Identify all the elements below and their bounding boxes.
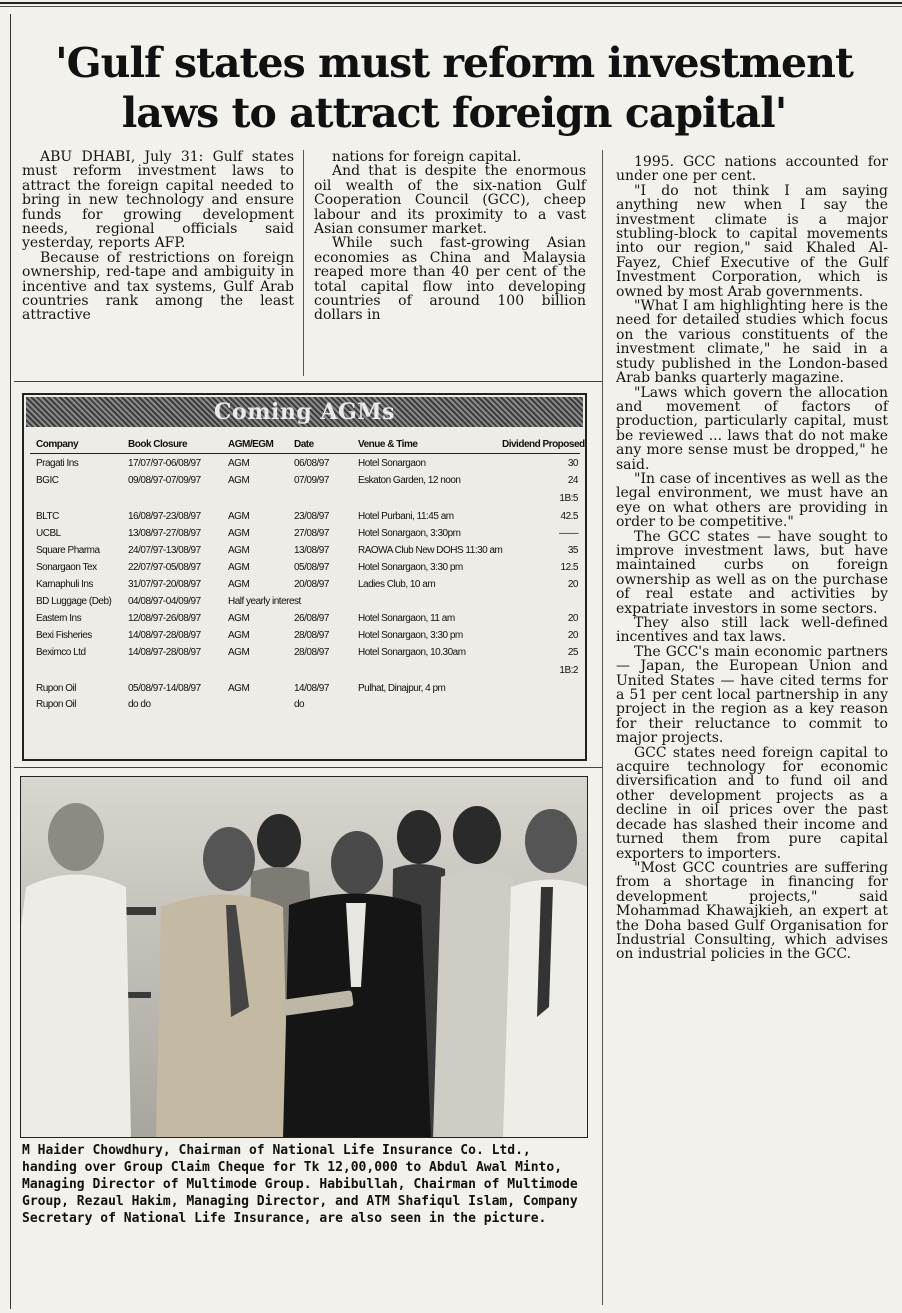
agm-cell-date: 28/08/97: [294, 647, 329, 658]
agm-cell-book: 09/08/97-07/09/97: [128, 475, 201, 486]
agm-table-box: [22, 393, 587, 761]
agm-cell-company: Rupon Oil: [36, 683, 76, 694]
agm-cell-type: AGM: [228, 511, 250, 522]
agm-cell-date: 07/09/97: [294, 475, 329, 486]
agm-cell-venue: Hotel Purbani, 11:45 am: [358, 511, 454, 522]
paragraph: ABU DHABI, July 31: Gulf states must reform investment laws to attract the foreign capital needed to bring in new technology and ensure funds for growing development needs, regional officials said yesterday, reports AFP.: [22, 149, 294, 252]
agm-cell-date: 05/08/97: [294, 562, 329, 573]
agm-cell-book: 24/07/97-13/08/97: [128, 545, 201, 556]
agm-cell-dividend: 24: [567, 475, 578, 486]
agm-cell-dividend: 20: [567, 613, 578, 624]
agm-cell-dividend: 1B:5: [559, 493, 578, 504]
agm-cell-book: 16/08/97-23/08/97: [128, 511, 201, 522]
paragraph: The GCC's main economic partners — Japan, the European Union and United States — have cited terms for a 51 per cent local partnership in any project in the region as a key reason for their reluctance to commit to major projects.: [616, 643, 888, 747]
paragraph: The GCC states — have sought to improve investment laws, but have maintained curbs on foreign ownership as well as on the purchase of real estate and activities by expatriate investors in some sectors.: [616, 528, 888, 617]
agm-cell-type: AGM: [228, 630, 250, 641]
agm-cell-company: UCBL: [36, 528, 61, 539]
agm-header-date: Date: [294, 439, 314, 450]
agm-cell-date: 26/08/97: [294, 613, 329, 624]
paragraph: "What I am highlighting here is the need for detailed studies which focus on the various constituents of the investment climate," he said in a study published in the London-based Arab banks quarterly magazine.: [616, 298, 888, 387]
paragraph: And that is despite the enormous oil wealth of the six-nation Gulf Cooperation Council (GCC), cheep labour and its proximity to a vast Asian consumer market.: [314, 163, 586, 238]
agm-cell-company: BD Luggage (Deb): [36, 596, 112, 607]
section-rule: [14, 381, 602, 382]
photo-illustration: [21, 777, 588, 1138]
article-column-1: [22, 150, 294, 323]
section-rule: [14, 767, 602, 768]
agm-cell-dividend: 35: [567, 545, 578, 556]
agm-cell-company: Rupon Oil: [36, 699, 76, 710]
agm-cell-venue: Hotel Sonargaon, 3:30 pm: [358, 562, 463, 573]
agm-cell-venue: Hotel Sonargaon, 3:30pm: [358, 528, 461, 539]
agm-cell-type: AGM: [228, 579, 250, 590]
agm-cell-company: BGIC: [36, 475, 59, 486]
agm-cell-company: Bexi Fisheries: [36, 630, 92, 641]
article-column-3: [616, 155, 888, 962]
paragraph: 1995. GCC nations accounted for under one per cent.: [616, 154, 888, 185]
paragraph: While such fast-growing Asian economies as China and Malaysia reaped more than 40 per cent of the total capital flow into developing countries of around 100 billion dollars in: [314, 235, 586, 324]
agm-header-company: Company: [36, 439, 79, 450]
agm-cell-venue: RAOWA Club New DOHS 11:30 am: [358, 545, 503, 556]
agm-cell-type: AGM: [228, 475, 250, 486]
agm-header-dividend: Dividend Proposed: [502, 439, 585, 450]
agm-cell-type: AGM: [228, 562, 250, 573]
agm-cell-type: AGM: [228, 683, 250, 694]
paragraph: "I do not think I am saying anything new when I say the investment climate is a major stubling-block to capital movements into our region," said Khaled Al-Fayez, Chief Executive of the Gulf Investment Corporation, which is owned by most Arab governments.: [616, 182, 888, 300]
agm-cell-company: Eastern Ins: [36, 613, 82, 624]
agm-cell-date: 23/08/97: [294, 511, 329, 522]
agm-header-rule: [30, 453, 580, 454]
agm-cell-book: 12/08/97-26/08/97: [128, 613, 201, 624]
column-divider: [602, 150, 603, 1305]
agm-cell-book: 04/08/97-04/09/97: [128, 596, 201, 607]
agm-cell-date: 20/08/97: [294, 579, 329, 590]
paragraph: "Most GCC countries are suffering from a shortage in financing for development projects," said Mohammad Khawajkieh, an expert at the Doha based Gulf Organisation for Industrial Consulting, which advises on industrial policies in the GCC.: [616, 859, 888, 963]
agm-cell-company: Karnaphuli Ins: [36, 579, 93, 590]
agm-cell-date: 13/08/97: [294, 545, 329, 556]
agm-cell-company: BLTC: [36, 511, 59, 522]
agm-cell-date: 28/08/97: [294, 630, 329, 641]
agm-cell-type: AGM: [228, 647, 250, 658]
agm-cell-date: 14/08/97: [294, 683, 329, 694]
agm-cell-date: 27/08/97: [294, 528, 329, 539]
agm-header-venue: Venue & Time: [358, 439, 418, 450]
agm-cell-company: Beximco Ltd: [36, 647, 86, 658]
photo-caption: M Haider Chowdhury, Chairman of National Life Insurance Co. Ltd., handing over Group Claim Cheque for Tk 12,00,000 to Abdul Awal Minto, Managing Director of Multimode Group. Habibullah, Chairman of Multimode Group, Rezaul Hakim, Managing Director, and ATM Shafiqul Islam, Company Secretary of National Life Insurance, are also seen in the picture.: [22, 1143, 578, 1226]
news-photo: [20, 776, 588, 1138]
agm-cell-dividend: 42.5: [560, 511, 578, 522]
agm-cell-dividend: ——: [559, 528, 578, 539]
agm-cell-venue: Hotel Sonargaon, 3:30 pm: [358, 630, 463, 641]
agm-cell-book: 05/08/97-14/08/97: [128, 683, 201, 694]
paragraph: nations for foreign capital.: [332, 149, 522, 165]
agm-cell-venue: Hotel Sonargaon, 10.30am: [358, 647, 466, 658]
agm-cell-dividend: 25: [567, 647, 578, 658]
left-page-rule: [10, 14, 11, 1309]
agm-cell-book: 14/08/97-28/08/97: [128, 630, 201, 641]
agm-table-title: Coming AGMs: [26, 397, 583, 427]
agm-cell-dividend: 20: [567, 630, 578, 641]
agm-cell-type: AGM: [228, 545, 250, 556]
paragraph: GCC states need foreign capital to acquire technology for economic diversification and to fund oil and other development projects as a decline in oil prices over the past decade has slashed their income and turned them from pure capital exporters to importers.: [616, 744, 888, 862]
agm-cell-company: Square Pharma: [36, 545, 100, 556]
agm-cell-venue: Ladies Club, 10 am: [358, 579, 436, 590]
headline: 'Gulf states must reform investment laws to attract foreign capital': [55, 39, 853, 137]
agm-cell-venue: Pulhat, Dinajpur, 4 pm: [358, 683, 446, 694]
paragraph: "Laws which govern the allocation and movement of factors of production, particularly capital, must be reviewed ... laws that do not make any more sense must be dropped," he said.: [616, 384, 888, 473]
agm-cell-book: 13/08/97-27/08/97: [128, 528, 201, 539]
agm-cell-dividend: 20: [567, 579, 578, 590]
column-divider: [303, 150, 304, 376]
agm-cell-book: 22/07/97-05/08/97: [128, 562, 201, 573]
agm-header-type: AGM/EGM: [228, 439, 274, 450]
agm-cell-type: AGM: [228, 458, 250, 469]
article-column-2: [314, 150, 586, 323]
agm-cell-book: 14/08/97-28/08/97: [128, 647, 201, 658]
agm-cell-book: 31/07/97-20/08/97: [128, 579, 201, 590]
agm-cell-date: do: [294, 699, 305, 710]
agm-header-book: Book Closure: [128, 439, 188, 450]
agm-cell-dividend: 1B:2: [559, 665, 578, 676]
paragraph: They also still lack well-defined incentives and tax laws.: [616, 615, 888, 646]
top-rule: [0, 2, 902, 4]
agm-cell-book: do do: [128, 699, 151, 710]
agm-cell-venue: Eskaton Garden, 12 noon: [358, 475, 461, 486]
agm-cell-dividend: 12.5: [560, 562, 578, 573]
agm-cell-company: Pragati Ins: [36, 458, 79, 469]
agm-cell-venue: Hotel Sonargaon: [358, 458, 426, 469]
agm-cell-type: Half yearly interest: [228, 596, 301, 607]
paragraph: Because of restrictions on foreign ownership, red-tape and ambiguity in incentive and tax systems, Gulf Arab countries rank among the least attractive: [22, 249, 294, 324]
agm-cell-book: 17/07/97-06/08/97: [128, 458, 201, 469]
agm-cell-type: AGM: [228, 528, 250, 539]
agm-cell-company: Sonargaon Tex: [36, 562, 97, 573]
agm-cell-date: 06/08/97: [294, 458, 329, 469]
top-rule-thin: [0, 6, 902, 7]
agm-cell-venue: Hotel Sonargaon, 11 am: [358, 613, 455, 624]
agm-cell-dividend: 30: [567, 458, 578, 469]
agm-cell-type: AGM: [228, 613, 250, 624]
paragraph: "In case of incentives as well as the legal environment, we must have an eye on what others are providing in order to be competitive.": [616, 470, 888, 531]
